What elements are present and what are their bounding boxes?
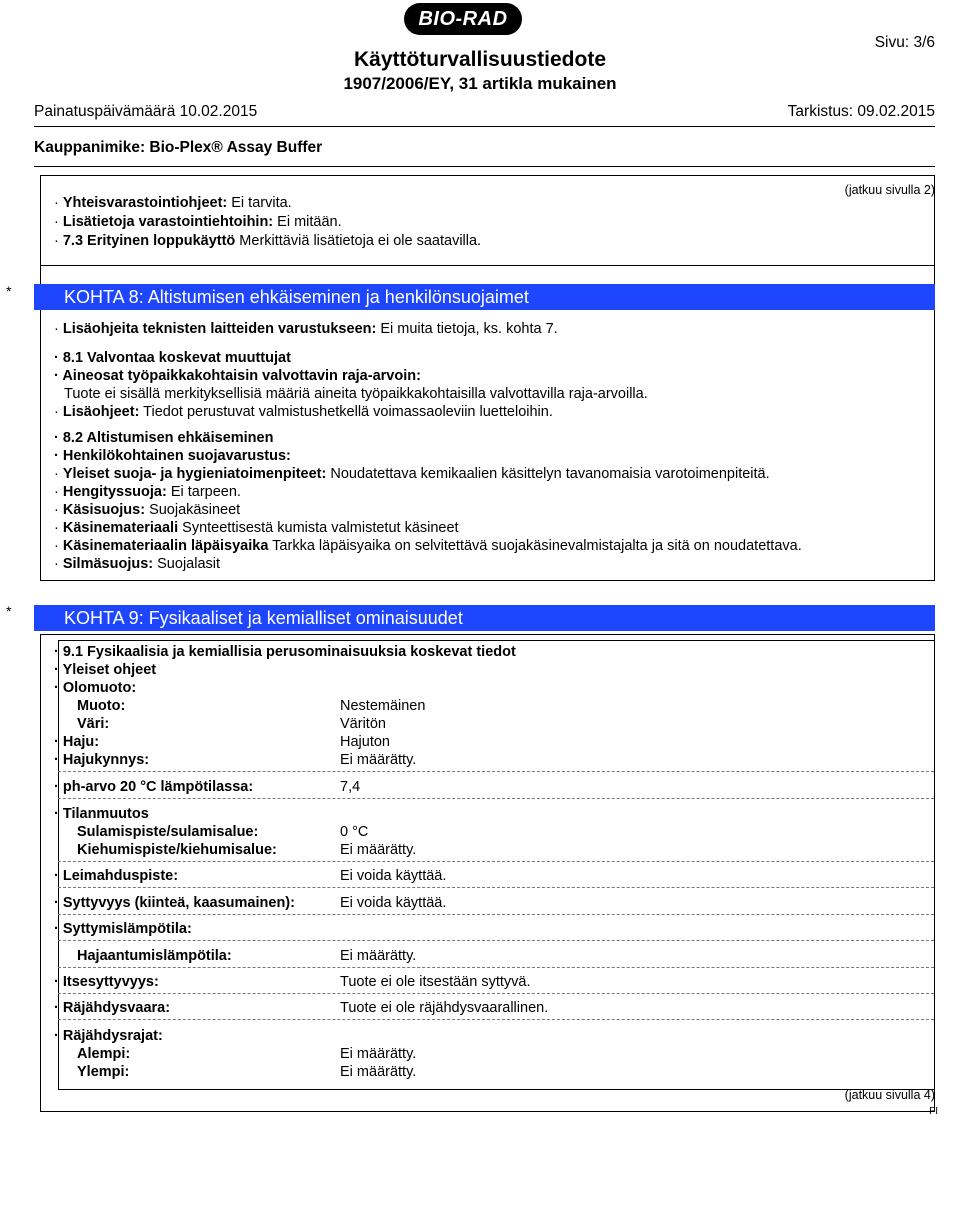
prop-label-text: Syttymislämpötila: <box>62 921 192 937</box>
changed-marker: * <box>6 603 12 619</box>
line-value: Tarkka läpäisyaika on selvitettävä suojakäsinevalmistajalta ja sitä on noudatettava. <box>268 538 802 554</box>
line-label: Hengityssuoja: <box>62 484 167 500</box>
print-date: Painatuspäivämäärä 10.02.2015 <box>34 103 258 120</box>
prop-label-text: Leimahduspiste: <box>62 868 179 884</box>
prop-value: Ei määrätty. <box>340 1046 417 1062</box>
prop-value: Ei määrätty. <box>340 948 417 964</box>
line-value: Ei tarpeen. <box>166 484 241 500</box>
line-label: Käsinemateriaalin läpäisyaika <box>62 538 269 554</box>
line-label: 8.2 Altistumisen ehkäiseminen <box>62 430 274 446</box>
storage-label: Yhteisvarastointiohjeet: <box>62 195 228 211</box>
storage-value: Ei tarvita. <box>227 195 292 211</box>
line-label: Käsisuojus: <box>62 502 146 518</box>
storage-line: · 7.3 Erityinen loppukäyttö Merkittäviä lisätietoja ei ole saatavilla. <box>54 233 482 249</box>
prop-label: Alempi: <box>77 1046 131 1062</box>
product-rule <box>34 166 935 167</box>
prop-label-text: ph-arvo 20 °C lämpötilassa: <box>62 779 254 795</box>
continued-from-note: (jatkuu sivulla 2) <box>844 183 935 197</box>
prop-label: Ylempi: <box>77 1064 130 1080</box>
storage-value: Merkittäviä lisätietoja ei ole saatavilla. <box>235 233 482 249</box>
section8-line: · Yleiset suoja- ja hygieniatoimenpiteet: Noudatettava kemikaalien käsittelyn tavanomaisia varotoimenpiteitä. <box>54 466 770 482</box>
prop-value: 0 °C <box>340 824 369 840</box>
document-title: Käyttöturvallisuustiedote <box>353 48 607 71</box>
bio-rad-logo: BIO-RAD <box>404 3 522 35</box>
prop-label: · Syttymislämpötila: <box>54 921 192 937</box>
line-label: Silmäsuojus: <box>62 556 154 572</box>
prop-label: Muoto: <box>77 698 126 714</box>
row-divider <box>58 993 934 994</box>
prop-value: Ei määrätty. <box>340 1064 417 1080</box>
section8-line: · Käsinemateriaali Synteettisestä kumista valmistetut käsineet <box>54 520 459 536</box>
row-divider <box>58 914 934 915</box>
line-value: Ei muita tietoja, ks. kohta 7. <box>376 321 558 337</box>
prop-label-text: Räjähdysvaara: <box>62 1000 171 1016</box>
prop-value: Väritön <box>340 716 386 732</box>
prop-label: · Hajukynnys: <box>54 752 150 768</box>
prop-label: · ph-arvo 20 °C lämpötilassa: <box>54 779 254 795</box>
prop-label: · Haju: <box>54 734 100 750</box>
section8-line: · Lisäohjeita teknisten laitteiden varustukseen: Ei muita tietoja, ks. kohta 7. <box>54 321 558 337</box>
prop-label: · Tilanmuutos <box>54 806 149 822</box>
revision-date: Tarkistus: 09.02.2015 <box>787 103 935 120</box>
prop-value: Hajuton <box>340 734 390 750</box>
product-name: Kauppanimike: Bio-Plex® Assay Buffer <box>34 139 323 156</box>
prop-value: Ei määrätty. <box>340 842 417 858</box>
line-value: Tuote ei sisällä merkityksellisiä määriä aineita työpaikkakohtaisilla valvottavilla raja-arvoilla. <box>64 386 648 402</box>
row-divider <box>58 940 934 941</box>
row-divider <box>58 798 934 799</box>
regulation-subtitle: 1907/2006/EY, 31 artikla mukainen <box>343 74 617 93</box>
prop-label-text: Hajukynnys: <box>62 752 150 768</box>
prop-label: · Räjähdysrajat: <box>54 1028 163 1044</box>
page-number: Sivu: 3/6 <box>874 34 935 51</box>
prop-value: Ei voida käyttää. <box>340 868 447 884</box>
prop-label: · Räjähdysvaara: <box>54 1000 171 1016</box>
prop-label: Sulamispiste/sulamisalue: <box>77 824 259 840</box>
line-label: Aineosat työpaikkakohtaisin valvottavin raja-arvoin: <box>62 368 421 384</box>
section8-line: · Silmäsuojus: Suojalasit <box>54 556 221 572</box>
section8-line: · Lisäohjeet: Tiedot perustuvat valmistushetkellä voimassaoleviin luetteloihin. <box>54 404 553 420</box>
line-label: Lisäohjeet: <box>62 404 140 420</box>
line-value: Suojalasit <box>153 556 221 572</box>
section8-line: · Aineosat työpaikkakohtaisin valvottavin raja-arvoin: <box>54 368 421 384</box>
line-label: Henkilökohtainen suojavarustus: <box>62 448 291 464</box>
prop-value: Tuote ei ole räjähdysvaarallinen. <box>340 1000 549 1016</box>
section8-line: · 8.1 Valvontaa koskevat muuttujat <box>54 350 291 366</box>
continued-to-note: (jatkuu sivulla 4) <box>844 1088 935 1102</box>
general-info: · Yleiset ohjeet <box>54 662 157 678</box>
storage-label: 7.3 Erityinen loppukäyttö <box>62 233 236 249</box>
section8-heading: KOHTA 8: Altistumisen ehkäiseminen ja henkilönsuojaimet <box>34 284 935 310</box>
row-divider <box>58 887 934 888</box>
prop-label: Kiehumispiste/kiehumisalue: <box>77 842 277 858</box>
prop-label: Väri: <box>77 716 110 732</box>
prop-value: Ei voida käyttää. <box>340 895 447 911</box>
section-divider <box>40 265 935 266</box>
line-label: 8.1 Valvontaa koskevat muuttujat <box>62 350 291 366</box>
prop-value: Tuote ei ole itsestään syttyvä. <box>340 974 531 990</box>
line-value: Synteettisestä kumista valmistetut käsineet <box>178 520 459 536</box>
line-value: Noudatettava kemikaalien käsittelyn tavanomaisia varotoimenpiteitä. <box>326 466 770 482</box>
line-label: Yleiset suoja- ja hygieniatoimenpiteet: <box>62 466 327 482</box>
prop-label-text: Tilanmuutos <box>62 806 149 822</box>
language-code: FI <box>929 1106 938 1117</box>
section8-line: · 8.2 Altistumisen ehkäiseminen <box>54 430 274 446</box>
section8-line: · Henkilökohtainen suojavarustus: <box>54 448 291 464</box>
prop-label-text: Räjähdysrajat: <box>62 1028 163 1044</box>
line-label: Käsinemateriaali <box>62 520 179 536</box>
section8-line: · Hengityssuoja: Ei tarpeen. <box>54 484 241 500</box>
prop-label: Hajaantumislämpötila: <box>77 948 232 964</box>
line-value: Tiedot perustuvat valmistushetkellä voimassaoleviin luetteloihin. <box>139 404 553 420</box>
prop-value: 7,4 <box>340 779 361 795</box>
changed-marker: * <box>6 283 12 299</box>
general-text: Yleiset ohjeet <box>62 662 157 678</box>
row-divider <box>58 967 934 968</box>
row-divider <box>58 771 934 772</box>
appearance-text: Olomuoto: <box>62 680 137 696</box>
prop-value: Ei määrätty. <box>340 752 417 768</box>
section9-heading: KOHTA 9: Fysikaaliset ja kemialliset ominaisuudet <box>34 605 935 631</box>
section8-line: · Käsinemateriaalin läpäisyaika Tarkka läpäisyaika on selvitettävä suojakäsinevalmistajalta ja sitä on noudatettava. <box>54 538 802 554</box>
line-value: Suojakäsineet <box>145 502 241 518</box>
section8-line: · Käsisuojus: Suojakäsineet <box>54 502 241 518</box>
storage-value: Ei mitään. <box>273 214 342 230</box>
storage-line: · Yhteisvarastointiohjeet: Ei tarvita. <box>54 195 292 211</box>
prop-label-text: Syttyvyys (kiinteä, kaasumainen): <box>62 895 295 911</box>
storage-line: · Lisätietoja varastointiehtoihin: Ei mitään. <box>54 214 342 230</box>
prop-label-text: Haju: <box>62 734 100 750</box>
prop-label: · Syttyvyys (kiinteä, kaasumainen): <box>54 895 295 911</box>
prop-label: · Itsesyttyvyys: <box>54 974 159 990</box>
row-divider <box>58 861 934 862</box>
storage-label: Lisätietoja varastointiehtoihin: <box>62 214 274 230</box>
appearance-label: · Olomuoto: <box>54 680 137 696</box>
subtitle-text: 9.1 Fysikaalisia ja kemiallisia perusominaisuuksia koskevat tiedot <box>62 644 516 660</box>
header-rule <box>34 126 935 127</box>
row-divider <box>58 1019 934 1020</box>
section8-line <box>64 385 648 403</box>
line-label: Lisäohjeita teknisten laitteiden varustukseen: <box>62 321 377 337</box>
properties-table <box>58 640 935 1090</box>
prop-value: Nestemäinen <box>340 698 426 714</box>
prop-label-text: Itsesyttyvyys: <box>62 974 159 990</box>
prop-label: · Leimahduspiste: <box>54 868 179 884</box>
section9-subtitle: · 9.1 Fysikaalisia ja kemiallisia perusominaisuuksia koskevat tiedot <box>54 644 516 660</box>
